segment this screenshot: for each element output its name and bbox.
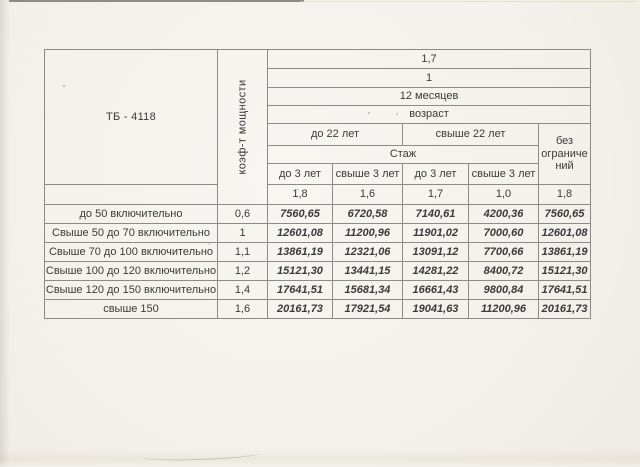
- power-range-label: до 50 включительно: [45, 205, 218, 224]
- power-coef-header-rotated: коэф-т мощности: [236, 79, 249, 175]
- tariff-value: 20161,73: [268, 300, 333, 319]
- table-row: [45, 300, 591, 319]
- tariff-value: 17921,54: [333, 300, 403, 319]
- tariff-value: 11200,96: [333, 224, 403, 243]
- age-group-right-cell: свыше 22 лет: [403, 124, 539, 146]
- tariff-value: 15121,30: [268, 262, 333, 281]
- tariff-value: 15681,34: [333, 281, 403, 300]
- power-coef-header-cell: [218, 50, 268, 205]
- table-code: ТБ - 4118: [105, 110, 157, 123]
- tariff-value: 13091,12: [403, 243, 469, 262]
- power-range-label: Свыше 100 до 120 включительно: [45, 262, 218, 281]
- tariff-value: 16661,43: [403, 281, 469, 300]
- rate-top-cell: 1,7: [268, 50, 591, 69]
- tariff-table: [44, 49, 591, 319]
- tariff-value: 7000,60: [469, 224, 539, 243]
- power-range-label: Свыше 50 до 70 включительно: [45, 224, 218, 243]
- power-coef-value: 1,1: [218, 243, 268, 262]
- column-coefficient: 1,0: [469, 185, 539, 205]
- column-coefficient: 1,7: [403, 185, 469, 205]
- tariff-value: 11200,96: [469, 300, 539, 319]
- power-range-label: Свыше 70 до 100 включительно: [45, 243, 218, 262]
- tariff-value: 12601,08: [268, 224, 333, 243]
- column-coefficient: 1,8: [268, 185, 333, 205]
- tariff-value: 6720,58: [333, 205, 403, 224]
- tariff-value: 13861,19: [268, 243, 333, 262]
- tariff-value: 7140,61: [403, 205, 469, 224]
- power-range-label: Свыше 120 до 150 включительно: [45, 281, 218, 300]
- exp-col-header: до 3 лет: [268, 164, 333, 185]
- tariff-value: 14281,22: [403, 262, 469, 281]
- experience-title-cell: Стаж: [268, 146, 539, 164]
- paper-crease: [0, 449, 640, 467]
- tariff-value: 9800,84: [469, 281, 539, 300]
- power-coef-value: 1,4: [218, 281, 268, 300]
- factor-cell: 1: [268, 69, 591, 88]
- power-coef-value: 1,6: [218, 300, 268, 319]
- table-row: [45, 281, 591, 300]
- exp-col-header: свыше 3 лет: [469, 164, 539, 185]
- tariff-value: 15121,30: [539, 262, 591, 281]
- column-coefficient: 1,6: [333, 185, 403, 205]
- tariff-value: 13441,15: [333, 262, 403, 281]
- empty-cell: [45, 185, 218, 205]
- tariff-value: 7700,66: [469, 243, 539, 262]
- tariff-value: 11901,02: [403, 224, 469, 243]
- table-row: [45, 205, 591, 224]
- age-group-left-cell: до 22 лет: [268, 124, 403, 146]
- tariff-value: 7560,65: [539, 205, 591, 224]
- power-coef-value: 0,6: [218, 205, 268, 224]
- column-coefficient: 1,8: [539, 185, 591, 205]
- tariff-value: 19041,63: [403, 300, 469, 319]
- scan-edge-line: [300, 1, 636, 2]
- power-range-label: свыше 150: [45, 300, 218, 319]
- tariff-value: 20161,73: [539, 300, 591, 319]
- tariff-value: 17641,51: [268, 281, 333, 300]
- age-title-cell: возраст: [268, 106, 591, 124]
- exp-col-header: до 3 лет: [403, 164, 469, 185]
- tariff-value: 13861,19: [539, 243, 591, 262]
- table-row: [45, 243, 591, 262]
- no-limit-cell: без ограничений: [539, 124, 591, 185]
- tariff-value: 8400,72: [469, 262, 539, 281]
- power-coef-value: 1,2: [218, 262, 268, 281]
- tariff-value: 12321,06: [333, 243, 403, 262]
- table-row: [45, 224, 591, 243]
- tariff-value: 7560,65: [268, 205, 333, 224]
- scan-edge-shadow: [9, 0, 304, 2]
- tariff-value: 4200,36: [469, 205, 539, 224]
- table-row: [45, 262, 591, 281]
- table-code-cell: [45, 50, 218, 185]
- tariff-value: 12601,08: [539, 224, 591, 243]
- exp-col-header: свыше 3 лет: [333, 164, 403, 185]
- power-coef-value: 1: [218, 224, 268, 243]
- period-cell: 12 месяцев: [268, 88, 591, 106]
- scan-left-shade: [0, 0, 10, 467]
- tariff-value: 17641,51: [539, 281, 591, 300]
